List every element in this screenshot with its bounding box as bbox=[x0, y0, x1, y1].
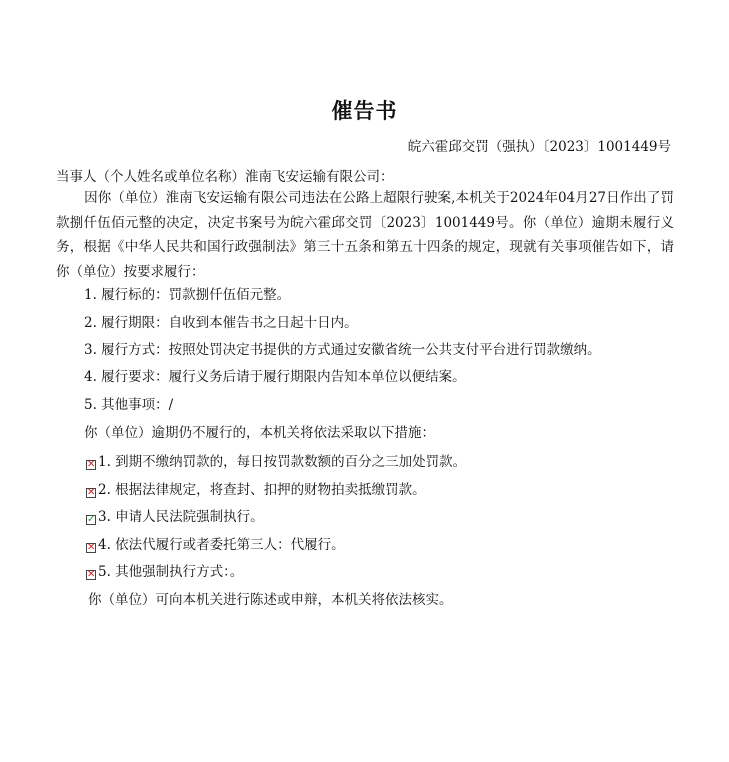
item-2: 2. 履行期限：自收到本催告书之日起十日内。 bbox=[84, 315, 358, 331]
measure-text: 1. 到期不缴纳罚款的，每日按罚款数额的百分之三加处罚款。 bbox=[98, 454, 467, 470]
measure-text: 3. 申请人民法院强制执行。 bbox=[98, 509, 264, 525]
measure-1 bbox=[86, 450, 466, 470]
checkbox-crossed-icon: ✕ bbox=[87, 459, 96, 470]
body-paragraph bbox=[56, 186, 674, 284]
measure-3 bbox=[86, 505, 264, 525]
checkbox-crossed-icon: ✕ bbox=[87, 542, 96, 553]
measure-2 bbox=[86, 478, 426, 498]
checkbox-crossed-icon: ✕ bbox=[87, 569, 96, 580]
measure-text: 4. 依法代履行或者委托第三人：代履行。 bbox=[98, 537, 345, 553]
body-text: 因你（单位）淮南飞安运输有限公司违法在公路上超限行驶案,本机关于2024年04月27日作出了罚款捌仟伍佰元整的决定，决定书案号为皖六霍邱交罚〔2023〕1001449号。你（单位）逾期未履行义务，根据《中华人民共和国行政强制法》第三十五条和第五十四条的规定，现就有关事项催告如下，请你（单位）按要求履行： bbox=[56, 190, 674, 280]
closing-line: 你（单位）可向本机关进行陈述或申辩，本机关将依法核实。 bbox=[88, 592, 453, 608]
measure-5 bbox=[86, 560, 243, 580]
item-1: 1. 履行标的：罚款捌仟伍佰元整。 bbox=[84, 287, 291, 303]
document-title: 催告书 bbox=[331, 99, 398, 123]
checkbox-checked-icon: ✓ bbox=[87, 514, 96, 525]
item-3: 3. 履行方式：按照处罚决定书提供的方式通过安徽省统一公共支付平台进行罚款缴纳。 bbox=[84, 342, 601, 358]
measures-intro: 你（单位）逾期仍不履行的，本机关将依法采取以下措施： bbox=[84, 425, 435, 441]
document-number: 皖六霍邱交罚（强执）〔2023〕1001449号 bbox=[407, 139, 671, 155]
item-4: 4. 履行要求：履行义务后请于履行期限内告知本单位以便结案。 bbox=[84, 369, 466, 385]
measure-text: 2. 根据法律规定，将查封、扣押的财物拍卖抵缴罚款。 bbox=[98, 482, 426, 498]
measure-4 bbox=[86, 533, 345, 553]
item-5: 5. 其他事项：/ bbox=[84, 397, 174, 413]
measure-text: 5. 其他强制执行方式：。 bbox=[98, 564, 244, 580]
checkbox-crossed-icon: ✕ bbox=[87, 487, 96, 498]
party-line: 当事人（个人姓名或单位名称）淮南飞安运输有限公司： bbox=[56, 169, 394, 185]
